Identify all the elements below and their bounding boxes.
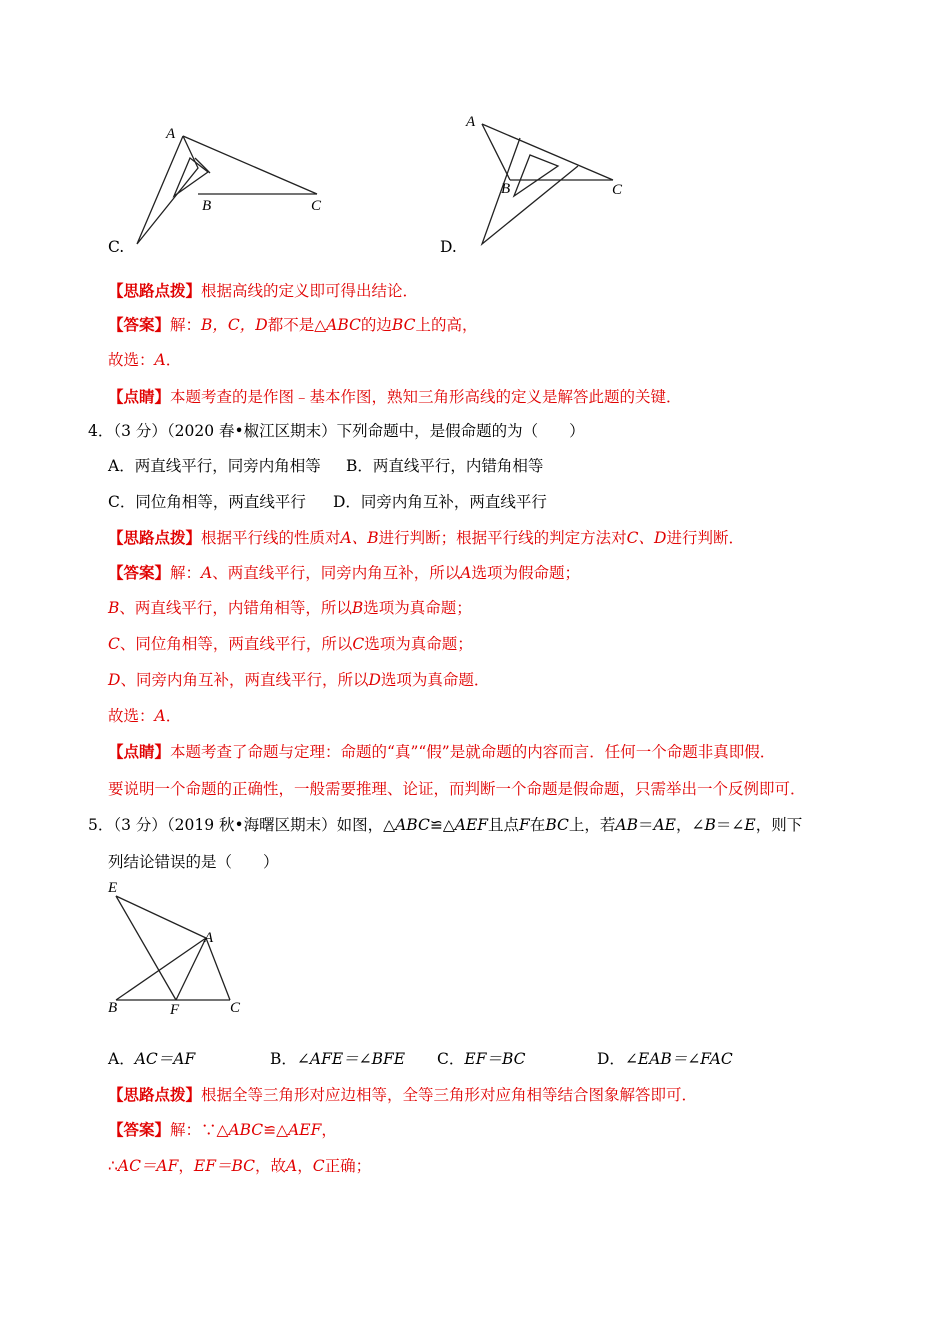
fig-c-label-c: C <box>311 198 322 214</box>
q5-hint: 【思路点拨】根据全等三角形对应边相等，全等三角形对应角相等结合图象解答即可． <box>108 1085 698 1104</box>
q4-comment-1: 【点睛】本题考查了命题与定理：命题的“真”“假”是就命题的内容而言．任何一个命题非真即假． <box>108 742 776 761</box>
q4-choose: 故选：A． <box>108 707 182 725</box>
q4-option-c: C．同位角相等，两直线平行 <box>108 493 306 511</box>
q5-label-c: C <box>230 1000 241 1016</box>
q5-label-a: A <box>204 930 214 946</box>
q5-option-b: B．∠AFE＝∠BFE <box>270 1050 406 1068</box>
q4-answer-d: D、同旁内角互补，两直线平行，所以D选项为真命题． <box>108 671 490 689</box>
q4-answer-a: 【答案】解：A、两直线平行，同旁内角互补，所以A选项为假命题； <box>108 563 580 582</box>
q4-option-a: A．两直线平行，同旁内角相等 <box>108 457 321 475</box>
q5-therefore: ∴AC＝AF，EF＝BC，故A，C正确； <box>108 1157 372 1175</box>
q4-comment-2: 要说明一个命题的正确性，一般需要推理、论证，而判断一个命题是假命题，只需举出一个反例即可． <box>108 780 806 798</box>
q5-label-e: E <box>108 880 118 896</box>
q5-stem: 5．（3 分）（2019 秋•海曙区期末）如图，△ABC≌△AEF且点F在BC上，若AB＝AE，∠B＝∠E，则下 <box>88 816 803 834</box>
q4-option-b: B．两直线平行，内错角相等 <box>346 457 544 475</box>
q5-figure <box>100 878 260 1018</box>
figure-option-c <box>100 118 340 248</box>
figure-d-label: D. <box>440 238 457 256</box>
q3-hint: 【思路点拨】根据高线的定义即可得出结论． <box>108 281 419 300</box>
fig-d-label-b: B <box>501 181 511 197</box>
fig-d-label-a: A <box>466 114 476 130</box>
q5-option-d: D．∠EAB＝∠FAC <box>597 1050 733 1068</box>
figure-option-d <box>458 110 658 250</box>
fig-c-label-b: B <box>202 198 212 214</box>
q5-label-f: F <box>170 1002 180 1018</box>
q3-choose: 故选：A． <box>108 351 182 369</box>
q3-comment: 【点睛】本题考查的是作图﹣基本作图，熟知三角形高线的定义是解答此题的关键． <box>108 387 682 406</box>
q4-hint: 【思路点拨】根据平行线的性质对A、B进行判断；根据平行线的判定方法对C、D进行判断． <box>108 528 744 547</box>
fig-c-label-a: A <box>166 126 176 142</box>
q5-label-b: B <box>108 1000 118 1016</box>
q4-stem: 4．（3 分）（2020 春•椒江区期末）下列命题中，是假命题的为（ ） <box>88 422 585 440</box>
q5-answer: 【答案】解：∵△ABC≌△AEF， <box>108 1120 337 1139</box>
fig-d-label-c: C <box>612 182 623 198</box>
q5-stem-line2: 列结论错误的是（ ） <box>108 853 279 871</box>
q3-answer: 【答案】解：B，C，D都不是△ABC的边BC上的高， <box>108 315 478 334</box>
q4-answer-b: B、两直线平行，内错角相等，所以B选项为真命题； <box>108 599 472 617</box>
q4-answer-c: C、同位角相等，两直线平行，所以C选项为真命题； <box>108 635 473 653</box>
q5-option-a: A．AC＝AF <box>108 1050 196 1068</box>
figure-c-label: C. <box>108 238 125 256</box>
q5-option-c: C．EF＝BC <box>437 1050 526 1068</box>
q4-option-d: D．同旁内角互补，两直线平行 <box>333 493 547 511</box>
